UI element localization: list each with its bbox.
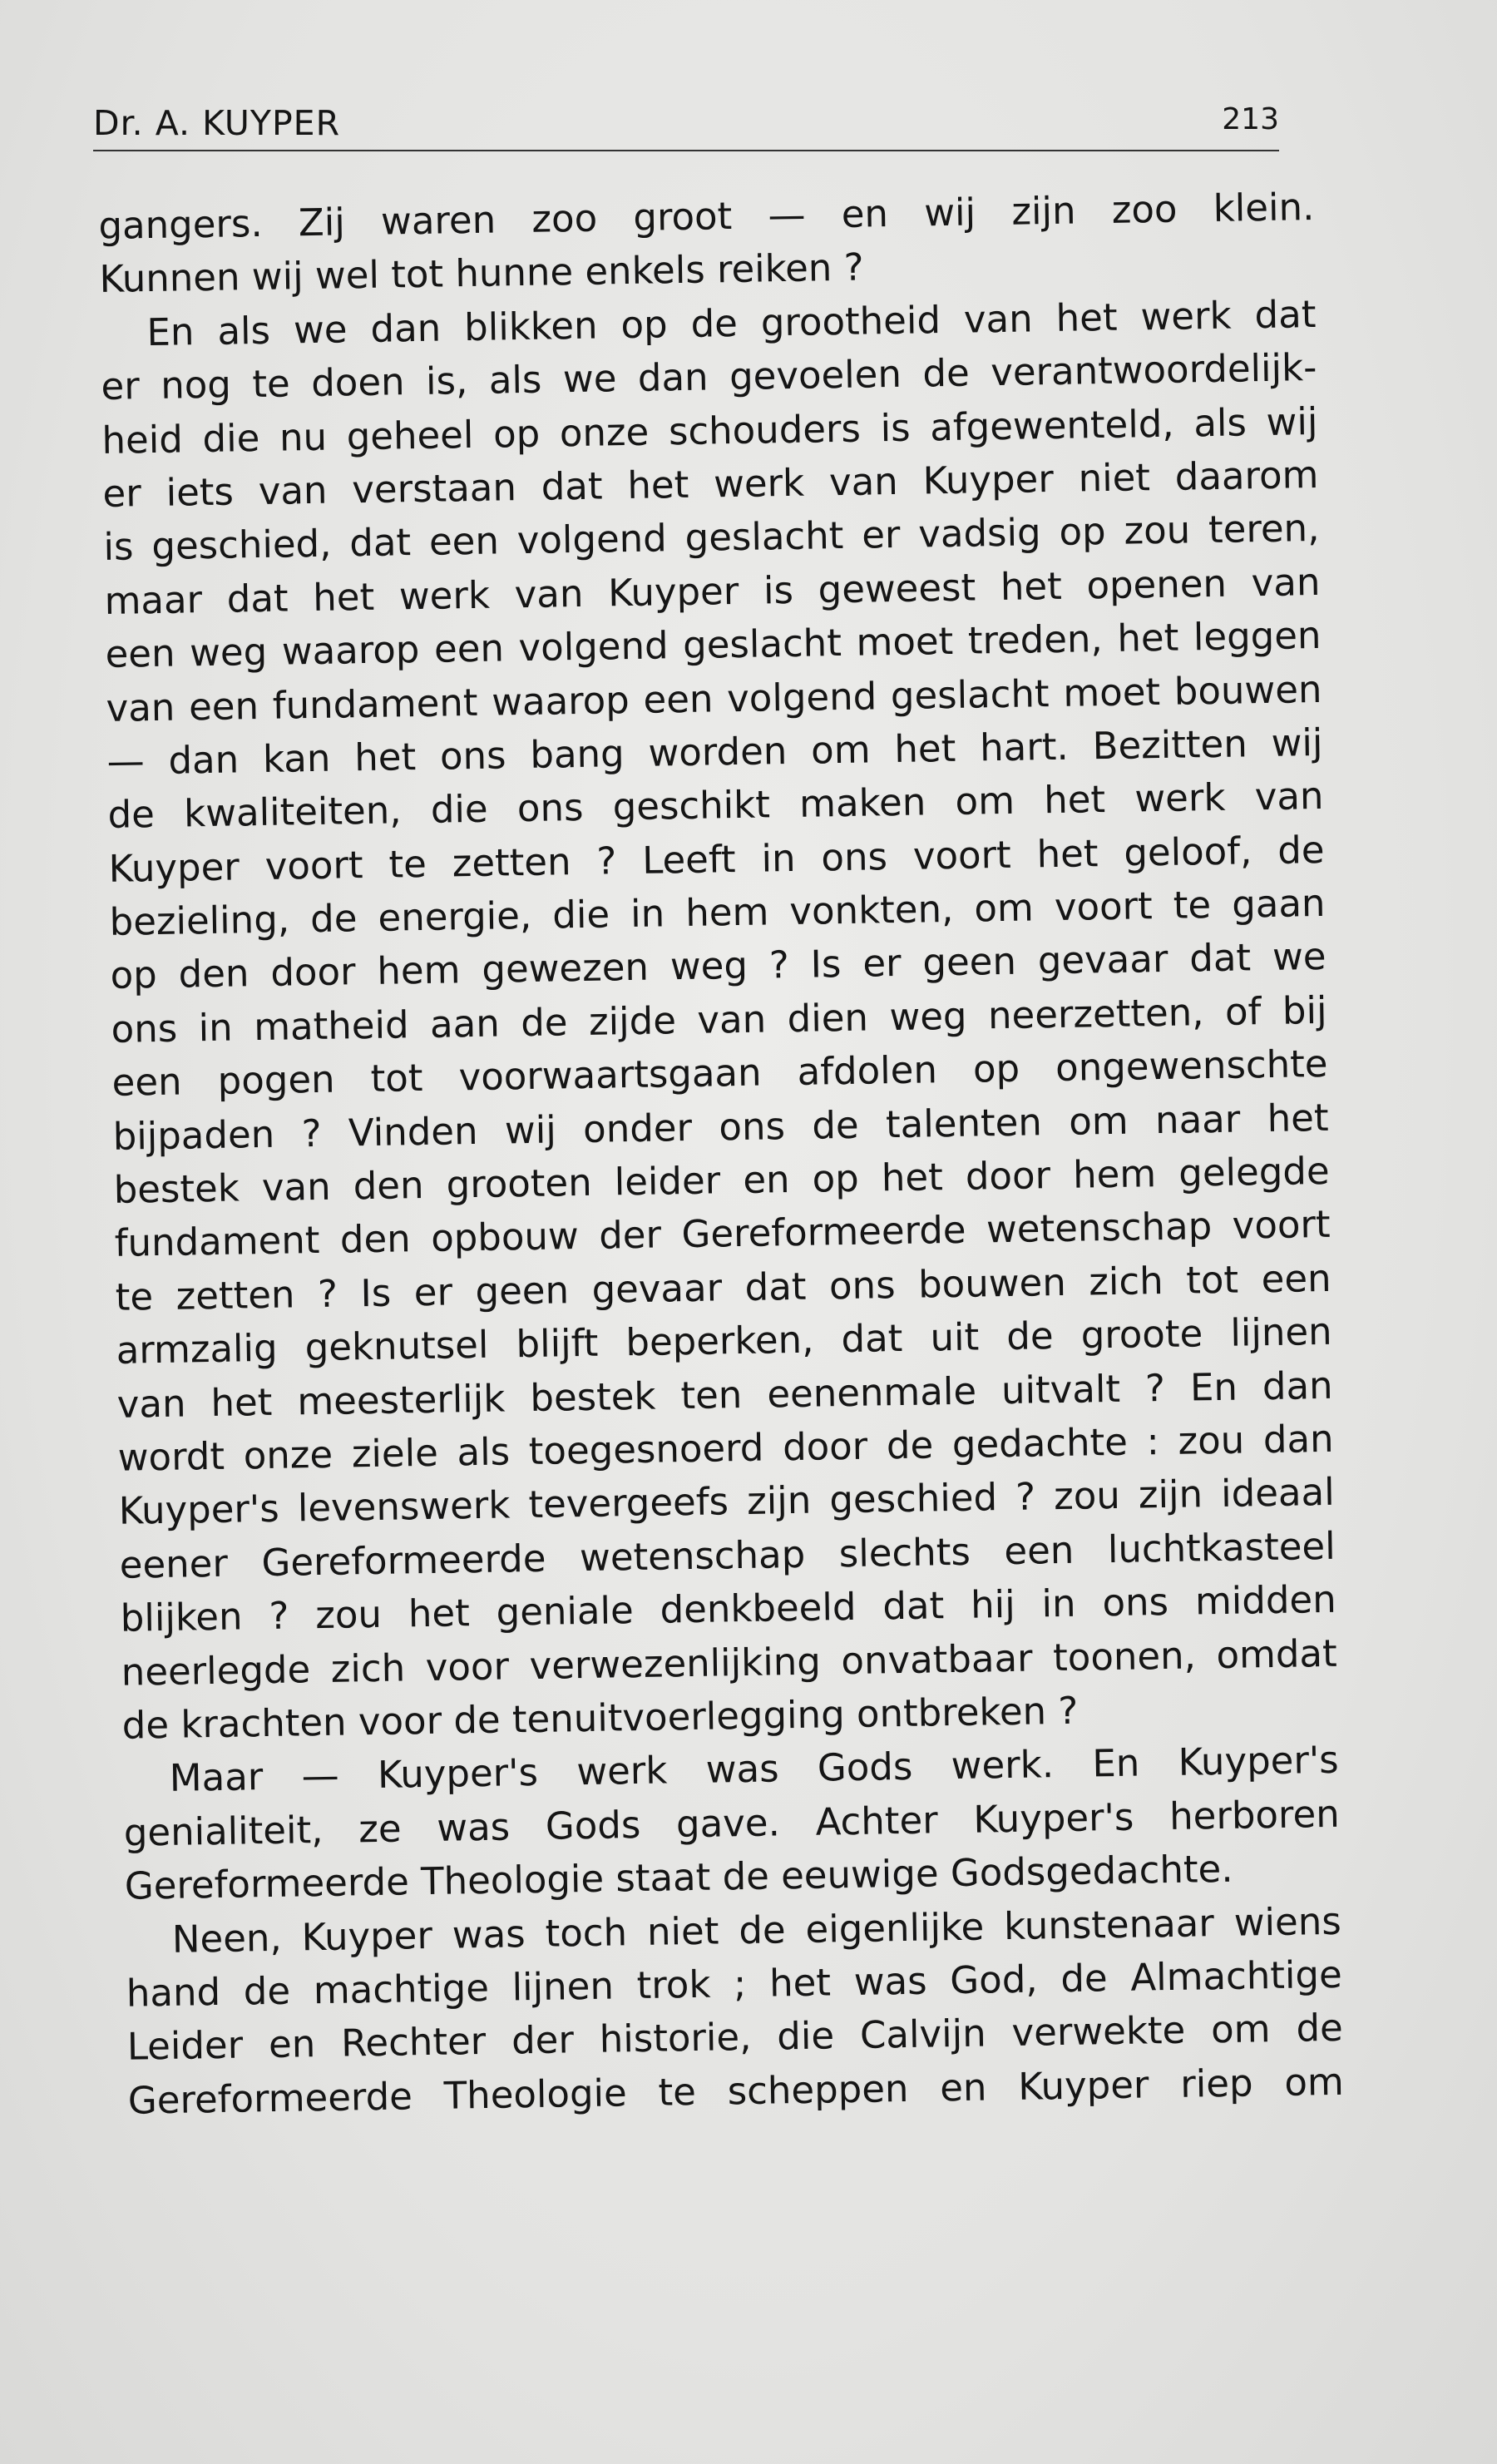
text-line: Neen, Kuyper was toch niet de eigenlijke kunstenaar wiens: [171, 1898, 1342, 1962]
text-line: En als we dan blikken op de grootheid van het werk dat: [146, 291, 1317, 354]
text-line: Gereformeerde Theologie te scheppen en Kuyper riep om: [127, 2059, 1345, 2123]
text-line: eener Gereformeerde wetenschap slechts een luchtkasteel: [119, 1523, 1336, 1587]
text-line: ons in matheid aan de zijde van dien weg neerzetten, of bij: [111, 987, 1327, 1051]
text-line: fundament den opbouw der Gereformeerde wetenschap voort: [114, 1202, 1331, 1266]
text-line: hand de machtige lijnen trok ; het was God, de Almachtige: [126, 1952, 1343, 2016]
text-line: is geschied, dat een volgend geslacht er vadsig op zou teren,: [103, 506, 1320, 570]
text-line: wordt onze ziele als toegesnoerd door de gedachte : zou dan: [117, 1416, 1334, 1480]
text-line: Gereformeerde Theologie staat de eeuwige Godsgedachte.: [124, 1846, 1233, 1908]
text-line: Kuyper voort te zetten ? Leeft in ons voort het geloof, de: [108, 827, 1325, 891]
text-line: te zetten ? Is er geen gevaar dat ons bouwen zich tot een: [115, 1255, 1331, 1319]
text-line: maar dat het werk van Kuyper is geweest het openen van: [104, 559, 1321, 623]
text-line: genialiteit, ze was Gods gave. Achter Kuyper's herboren: [123, 1791, 1341, 1855]
text-line: op den door hem gewezen weg ? Is er geen gevaar dat we: [110, 934, 1327, 998]
text-line: armzalig geknutsel blijft beperken, dat uit de groote lijnen: [116, 1309, 1332, 1373]
text-line: van een fundament waarop een volgend geslacht moet bouwen: [106, 666, 1322, 730]
text-line: Kunnen wij wel tot hunne enkels reiken ?: [99, 245, 864, 302]
text-line: Leider en Rechter der historie, die Calvijn verwekte om de: [126, 2006, 1344, 2070]
text-line: een pogen tot voorwaartsgaan afdolen op ongewenschte: [111, 1042, 1328, 1106]
text-line: Maar — Kuyper's werk was Gods werk. En Kuyper's: [169, 1738, 1340, 1801]
text-line: de krachten voor de tenuitvoerlegging ontbreken ?: [121, 1688, 1079, 1748]
text-line: neerlegde zich voor verwezenlijking onvatbaar toonen, omdat: [121, 1630, 1338, 1695]
text-line: heid die nu geheel op onze schouders is afgewenteld, als wij: [101, 398, 1318, 463]
body-text: [98, 181, 1344, 2128]
text-line: de kwaliteiten, die ons geschikt maken om het werk van: [107, 774, 1324, 838]
text-line: Kuyper's levenswerk tevergeefs zijn geschied ? zou zijn ideaal: [118, 1470, 1336, 1534]
header-rule: [93, 150, 1279, 151]
text-line: gangers. Zij waren zoo groot — en wij zijn zoo klein.: [98, 185, 1315, 248]
text-line: bestek van den grooten leider en op het door hem gelegde: [113, 1148, 1330, 1212]
text-line: een weg waarop een volgend geslacht moet treden, het leggen: [105, 613, 1322, 677]
running-head: [93, 93, 1279, 151]
text-line: — dan kan het ons bang worden om het hart. Bezitten wij: [106, 720, 1323, 784]
text-line: bezieling, de energie, die in hem vonkten, om voort te gaan: [109, 881, 1326, 944]
page-number: 213: [1222, 102, 1279, 136]
text-line: blijken ? zou het geniale denkbeeld dat hij in ons midden: [120, 1576, 1337, 1640]
text-line: er iets van verstaan dat het werk van Kuyper niet daarom: [102, 452, 1319, 516]
text-line: bijpaden ? Vinden wij onder ons de talenten om naar het: [112, 1095, 1329, 1159]
text-line: van het meesterlijk bestek ten eenenmale uitvalt ? En dan: [116, 1363, 1333, 1427]
running-head-author: Dr. A. KUYPER: [93, 103, 341, 143]
text-line: er nog te doen is, als we dan gevoelen de verantwoordelijk-: [101, 345, 1317, 409]
